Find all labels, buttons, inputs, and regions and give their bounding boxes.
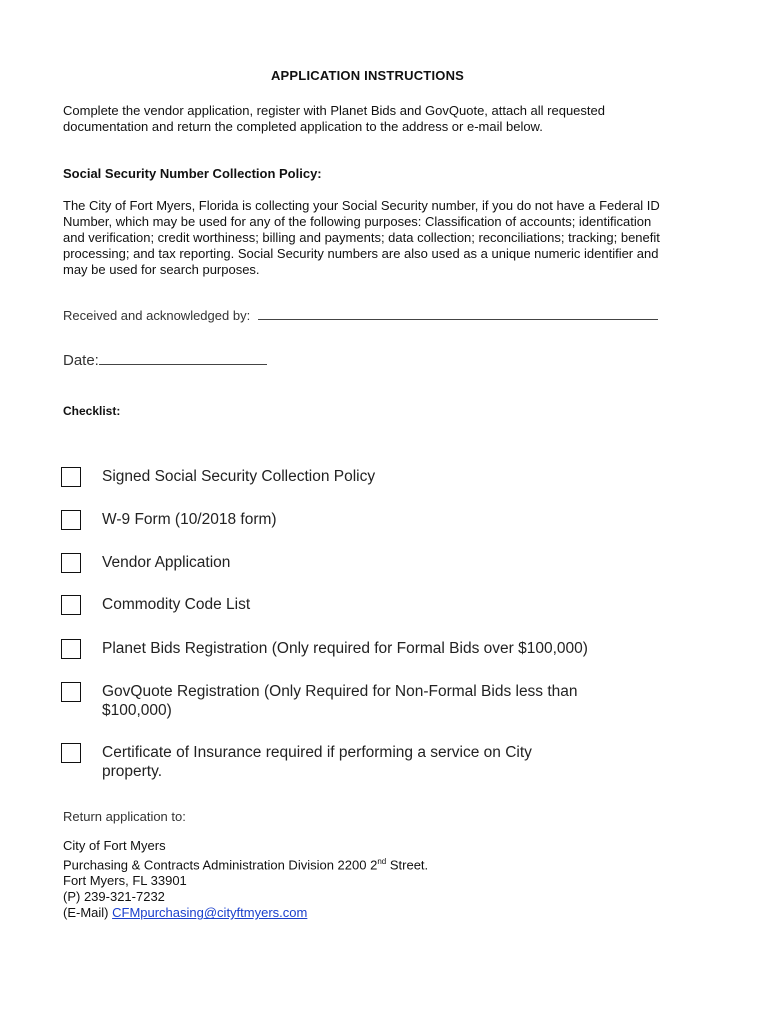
received-label: Received and acknowledged by: <box>63 308 251 323</box>
checklist-item-label: Vendor Application <box>102 554 231 571</box>
email-link[interactable]: CFMpurchasing@cityftmyers.com <box>112 905 308 921</box>
checkbox[interactable] <box>61 510 81 530</box>
checklist-heading: Checklist: <box>63 404 121 418</box>
ordinal-suffix: nd <box>377 857 387 866</box>
checkbox[interactable] <box>61 553 81 573</box>
received-signature-line[interactable] <box>258 309 658 320</box>
checkbox[interactable] <box>61 595 81 615</box>
checkbox[interactable] <box>61 639 81 659</box>
ssn-policy-heading: Social Security Number Collection Policy: <box>63 166 322 181</box>
checklist-item-label: GovQuote Registration (Only Required for Non-Formal Bids less than $100,000) <box>102 683 578 719</box>
date-line[interactable] <box>99 352 267 365</box>
checkbox[interactable] <box>61 467 81 487</box>
return-heading: Return application to: <box>63 809 186 824</box>
date-row <box>63 352 673 369</box>
address-line-division <box>63 854 673 873</box>
checklist-item-label: Certificate of Insurance required if performing a service on City property. <box>102 744 532 780</box>
ssn-policy-body: The City of Fort Myers, Florida is collecting your Social Security number, if you do not have a Federal ID Number, which may be used for any of the following purposes: Classification of accounts; identification and verification; credit worthiness; billing and payments; data collection; reconciliations; tracking; benefit processing; and tax reporting. Social Security numbers are also used as a unique numeric identifier and may be used for search purposes. <box>63 198 660 277</box>
intro-paragraph: Complete the vendor application, register with Planet Bids and GovQuote, attach all requested documentation and return the completed application to the address or e-mail below. <box>63 103 605 134</box>
address-line-citystate: Fort Myers, FL 33901 <box>63 873 187 889</box>
email-prefix: (E-Mail) <box>63 905 113 921</box>
checklist-item-label: Commodity Code List <box>102 596 251 613</box>
street-text: Street. <box>386 857 429 873</box>
checklist-item-label: W-9 Form (10/2018 form) <box>102 511 277 528</box>
checklist-item-label: Signed Social Security Collection Policy <box>102 468 376 485</box>
return-address <box>63 838 673 921</box>
page-title: APPLICATION INSTRUCTIONS <box>270 68 465 83</box>
checkbox[interactable] <box>61 743 81 763</box>
received-acknowledged-row <box>63 308 673 324</box>
address-line-email <box>63 905 673 921</box>
division-text: Purchasing & Contracts Administration Division 2200 2 <box>63 857 378 873</box>
address-line-city: City of Fort Myers <box>63 838 166 853</box>
checkbox[interactable] <box>61 682 81 702</box>
checklist-item-label: Planet Bids Registration (Only required for Formal Bids over $100,000) <box>102 640 588 657</box>
date-label: Date: <box>63 352 99 369</box>
address-line-phone: (P) 239-321-7232 <box>63 889 165 905</box>
